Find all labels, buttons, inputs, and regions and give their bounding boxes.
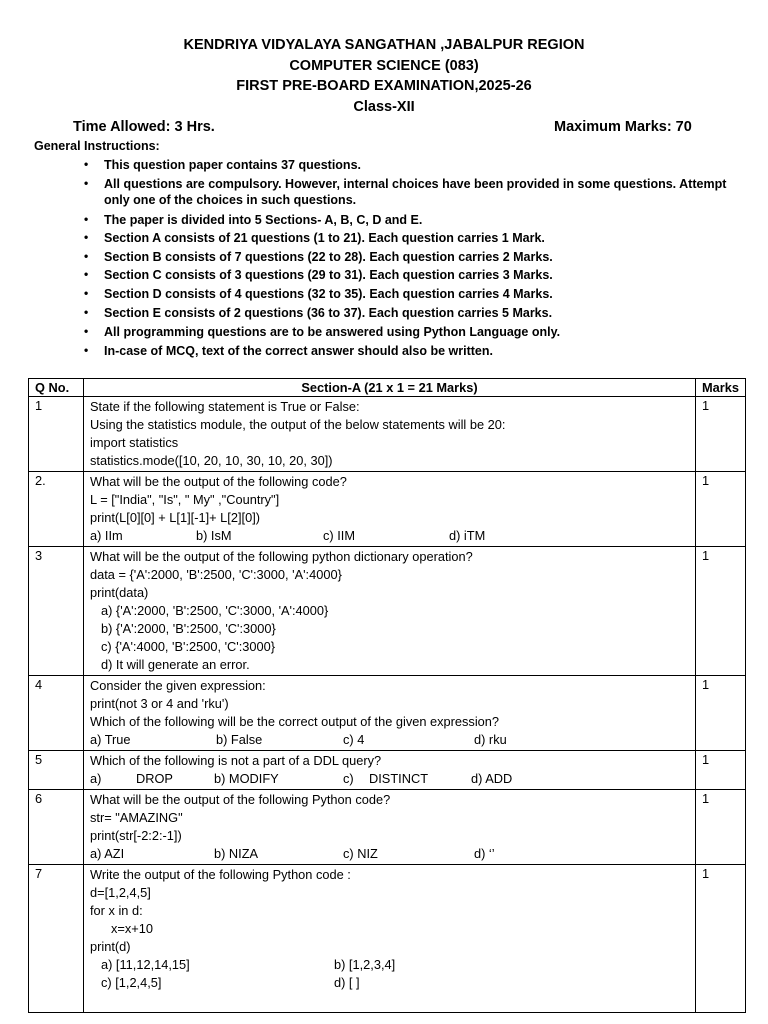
option: c) 4 <box>343 732 365 747</box>
option: d) It will generate an error. <box>101 657 250 672</box>
header-marks: Marks <box>696 379 746 397</box>
school-title: KENDRIYA VIDYALAYA SANGATHAN ,JABALPUR REGION <box>183 37 585 53</box>
option: b) [1,2,3,4] <box>334 957 396 972</box>
table-row <box>29 676 746 751</box>
question-marks: 1 <box>696 472 746 547</box>
header-qno: Q No. <box>29 379 84 397</box>
option: a) {'A':2000, 'B':2500, 'C':3000, 'A':4000} <box>101 603 329 618</box>
bullet-icon: • <box>84 249 89 263</box>
question-line: print(d) <box>90 939 131 954</box>
question-number: 2. <box>29 472 84 547</box>
question-line: What will be the output of the following Python code? <box>90 792 391 807</box>
answer-options <box>90 770 689 788</box>
answer-options <box>90 956 689 974</box>
bullet-icon: • <box>84 305 89 319</box>
question-marks: 1 <box>696 547 746 676</box>
question-line: print(not 3 or 4 and 'rku') <box>90 696 229 711</box>
time-allowed: Time Allowed: 3 Hrs. <box>73 119 215 135</box>
table-header-row <box>29 379 746 397</box>
question-text <box>84 751 696 790</box>
header-section: Section-A (21 x 1 = 21 Marks) <box>84 379 696 397</box>
option: c) {'A':4000, 'B':2500, 'C':3000} <box>101 639 276 654</box>
question-line: for x in d: <box>90 903 143 918</box>
instruction-item: Section E consists of 2 questions (36 to 37). Each question carries 5 Marks. <box>104 306 553 320</box>
option: d) iTM <box>449 528 486 543</box>
bullet-icon: • <box>84 324 89 338</box>
answer-options <box>90 974 689 992</box>
question-line: What will be the output of the following python dictionary operation? <box>90 549 473 564</box>
question-line: d=[1,2,4,5] <box>90 885 151 900</box>
question-line: Using the statistics module, the output of the below statements will be 20: <box>90 417 506 432</box>
option: d) ADD <box>471 771 513 786</box>
bullet-icon: • <box>84 267 89 281</box>
question-line: print(data) <box>90 585 149 600</box>
instruction-item: All programming questions are to be answered using Python Language only. <box>104 325 561 339</box>
question-line: L = ["India", "Is", " My" ,"Country"] <box>90 492 280 507</box>
question-text <box>84 397 696 472</box>
question-line: State if the following statement is True or False: <box>90 399 360 414</box>
option: b) NIZA <box>214 846 259 861</box>
option: a) AZI <box>90 846 125 861</box>
option: d) [ ] <box>334 975 360 990</box>
option: a) <box>90 771 102 786</box>
question-text <box>84 547 696 676</box>
table-row <box>29 790 746 865</box>
bullet-icon: • <box>84 343 89 357</box>
answer-options <box>90 731 689 749</box>
question-marks: 1 <box>696 397 746 472</box>
question-line: data = {'A':2000, 'B':2500, 'C':3000, 'A':4000} <box>90 567 342 582</box>
option: d) ‘’ <box>474 846 495 861</box>
exam-title: FIRST PRE-BOARD EXAMINATION,2025-26 <box>236 78 532 94</box>
question-line: x=x+10 <box>111 921 153 936</box>
instruction-item: The paper is divided into 5 Sections- A, B, C, D and E. <box>104 213 423 227</box>
table-row <box>29 547 746 676</box>
option: c) <box>343 771 354 786</box>
instruction-item: Section C consists of 3 questions (29 to 31). Each question carries 3 Marks. <box>104 268 553 282</box>
instruction-item: In-case of MCQ, text of the correct answer should also be written. <box>104 344 493 358</box>
instruction-item: Section D consists of 4 questions (32 to 35). Each question carries 4 Marks. <box>104 287 553 301</box>
question-line: Consider the given expression: <box>90 678 266 693</box>
option: c) [1,2,4,5] <box>101 975 162 990</box>
question-marks: 1 <box>696 865 746 1013</box>
question-marks: 1 <box>696 790 746 865</box>
option: d) rku <box>474 732 507 747</box>
question-text <box>84 865 696 1013</box>
question-line: Write the output of the following Python code : <box>90 867 351 882</box>
bullet-icon: • <box>84 212 89 226</box>
option: b) False <box>216 732 263 747</box>
question-number: 4 <box>29 676 84 751</box>
option: DROP <box>136 771 173 786</box>
class-title: Class-XII <box>353 99 415 115</box>
question-text <box>84 472 696 547</box>
instruction-item: Section B consists of 7 questions (22 to 28). Each question carries 2 Marks. <box>104 250 553 264</box>
answer-options <box>90 845 689 863</box>
option: DISTINCT <box>369 771 429 786</box>
option: c) NIZ <box>343 846 378 861</box>
option: b) MODIFY <box>214 771 279 786</box>
question-text <box>84 790 696 865</box>
instruction-item: Section A consists of 21 questions (1 to 21). Each question carries 1 Mark. <box>104 231 545 245</box>
bullet-icon: • <box>84 157 89 171</box>
question-number: 6 <box>29 790 84 865</box>
bullet-icon: • <box>84 176 89 190</box>
bullet-icon: • <box>84 230 89 244</box>
question-line: import statistics <box>90 435 179 450</box>
table-row <box>29 751 746 790</box>
question-line: statistics.mode([10, 20, 10, 30, 10, 20, 30]) <box>90 453 333 468</box>
question-line: Which of the following is not a part of a DDL query? <box>90 753 382 768</box>
question-marks: 1 <box>696 676 746 751</box>
instruction-item: This question paper contains 37 questions. <box>104 158 361 172</box>
table-row <box>29 397 746 472</box>
subject-title: COMPUTER SCIENCE (083) <box>289 58 479 74</box>
option: b) IsM <box>196 528 232 543</box>
question-number: 1 <box>29 397 84 472</box>
bullet-icon: • <box>84 286 89 300</box>
question-line: str= "AMAZING" <box>90 810 183 825</box>
question-line: Which of the following will be the correct output of the given expression? <box>90 714 500 729</box>
question-text <box>84 676 696 751</box>
instruction-item: All questions are compulsory. However, internal choices have been provided in some questions. Attempt only one of the choices in such questions. <box>104 177 727 207</box>
option: a) [11,12,14,15] <box>101 957 190 972</box>
question-line: What will be the output of the following code? <box>90 474 347 489</box>
question-table <box>28 378 746 1013</box>
option: b) {'A':2000, 'B':2500, 'C':3000} <box>101 621 276 636</box>
table-row <box>29 865 746 1013</box>
question-number: 7 <box>29 865 84 1013</box>
table-row <box>29 472 746 547</box>
question-number: 3 <box>29 547 84 676</box>
maximum-marks: Maximum Marks: 70 <box>554 119 692 135</box>
option: c) IIM <box>323 528 355 543</box>
question-marks: 1 <box>696 751 746 790</box>
option: a) IIm <box>90 528 123 543</box>
question-line: print(L[0][0] + L[1][-1]+ L[2][0]) <box>90 510 261 525</box>
question-number: 5 <box>29 751 84 790</box>
answer-options <box>90 527 689 545</box>
option: a) True <box>90 732 131 747</box>
question-line: print(str[-2:2:-1]) <box>90 828 182 843</box>
instructions-title: General Instructions: <box>34 139 160 153</box>
